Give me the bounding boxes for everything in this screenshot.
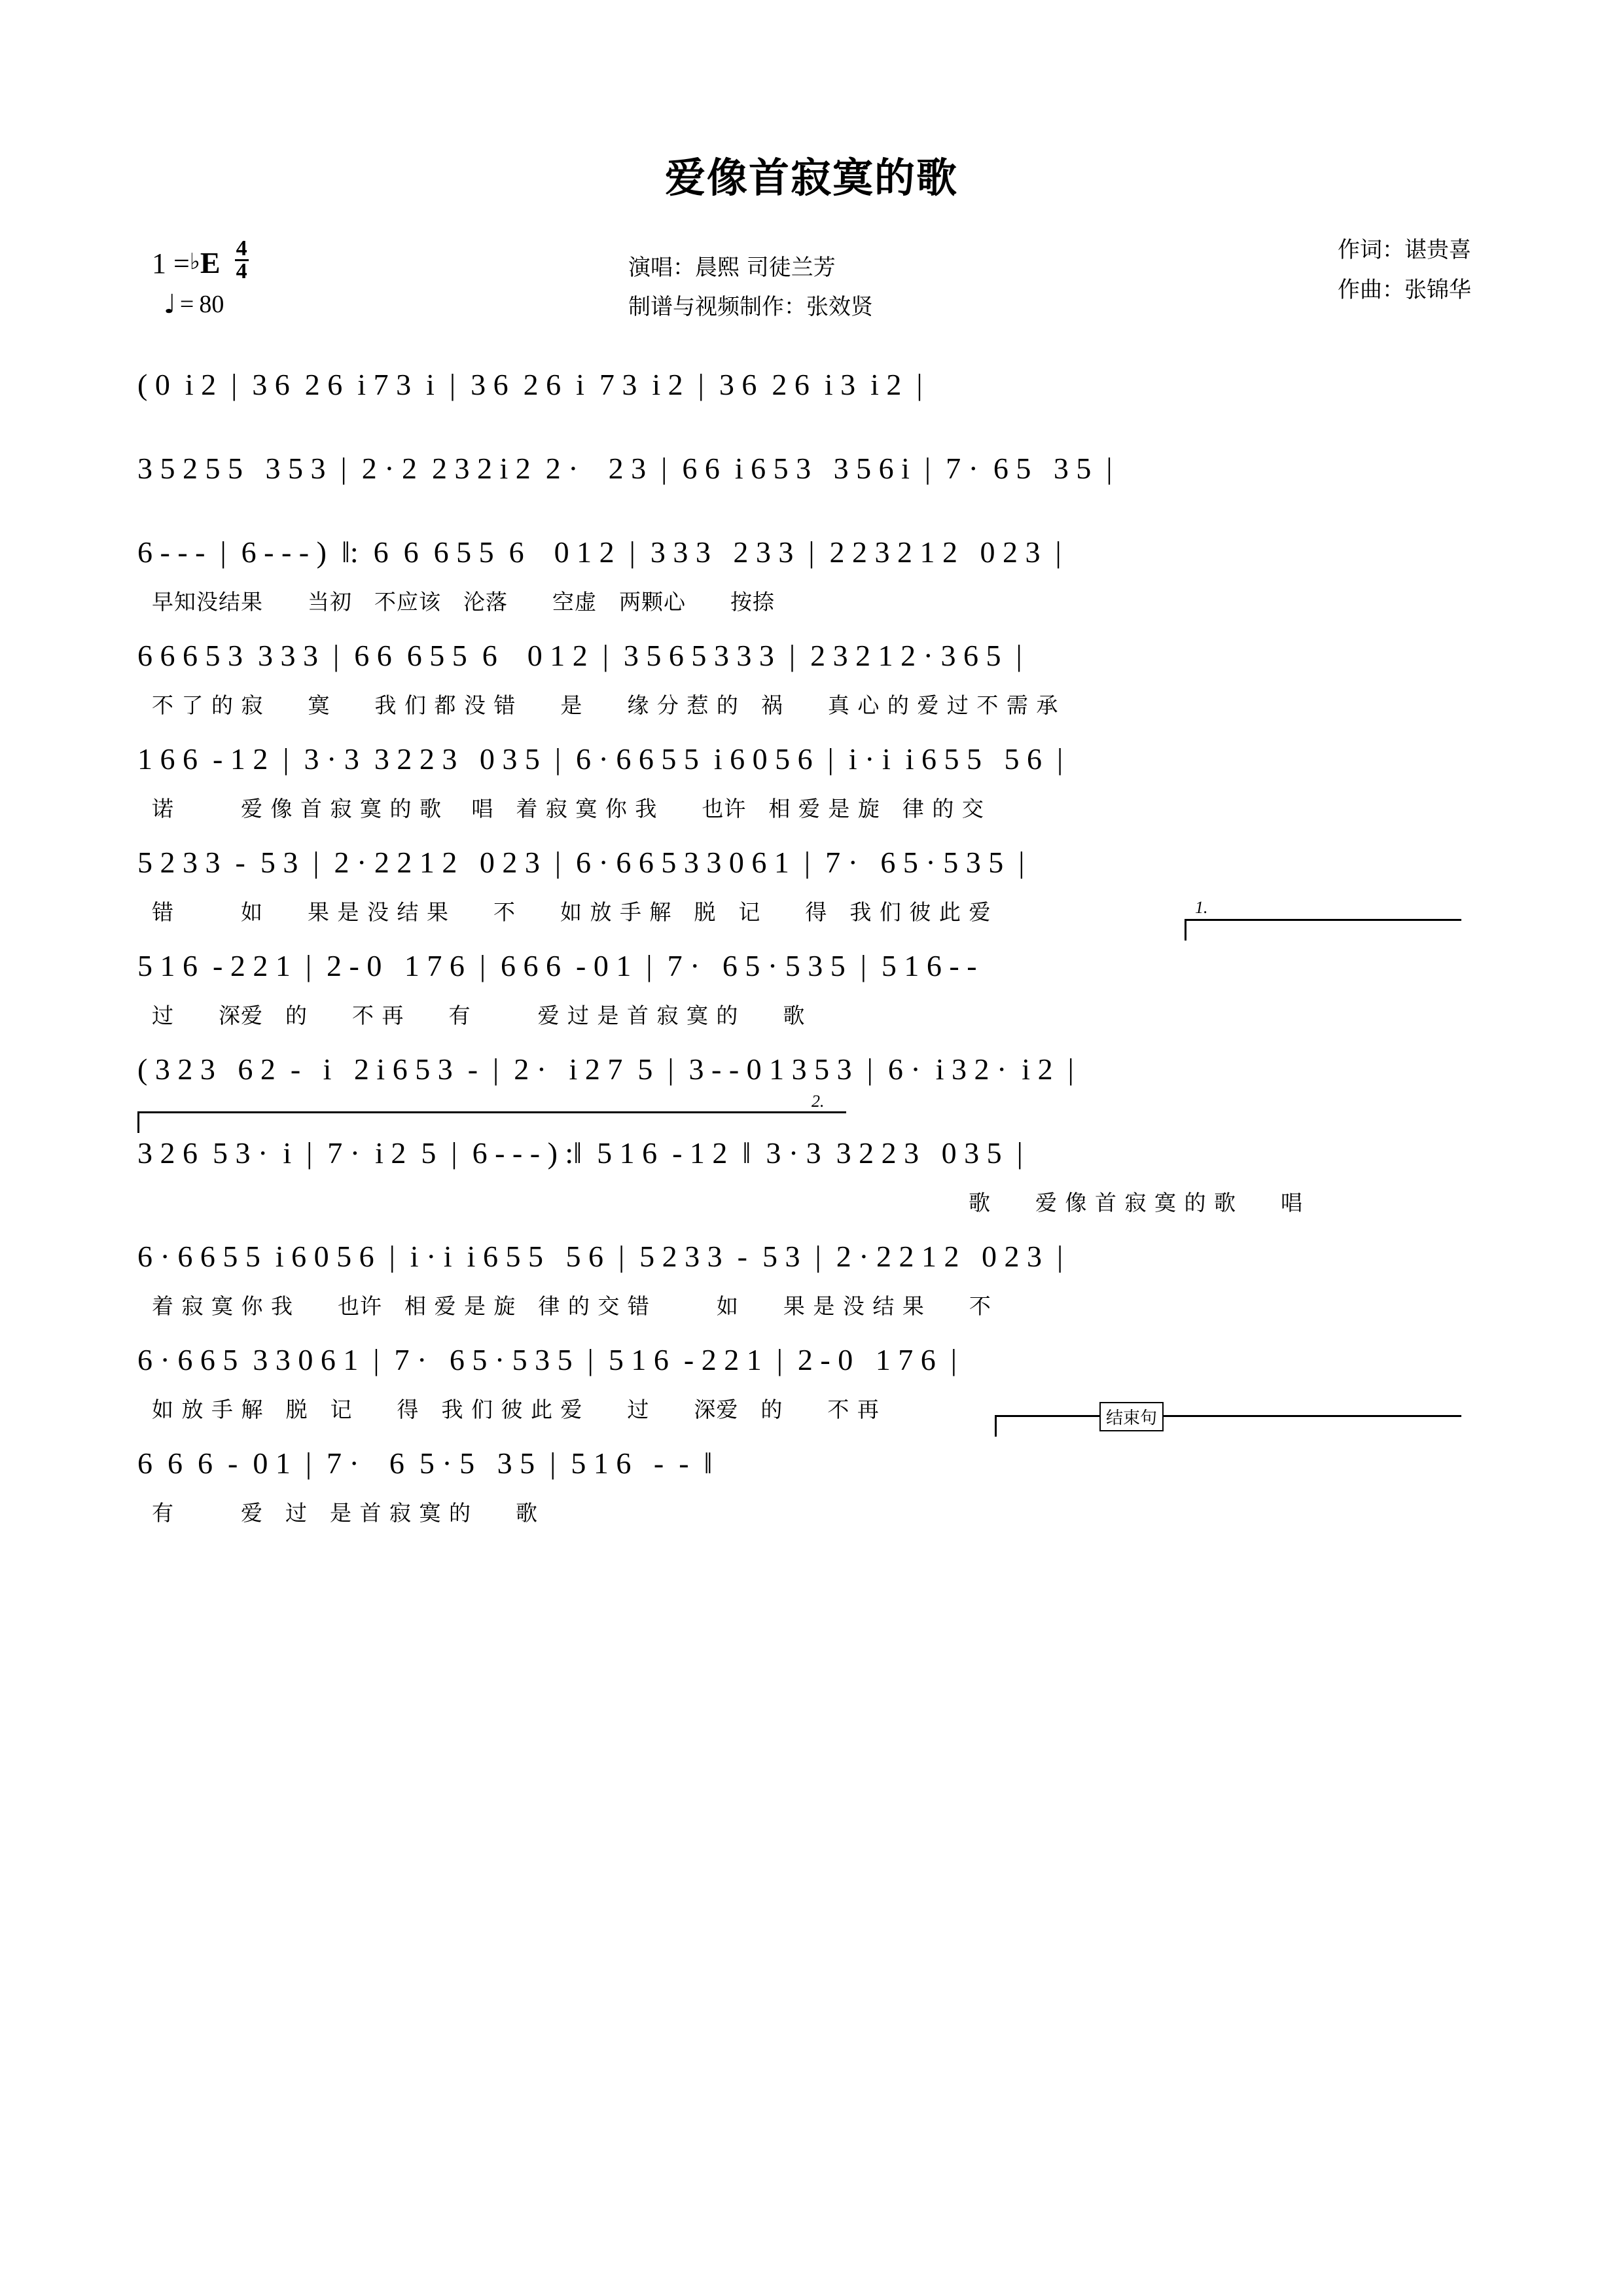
lyrics-spacer [137, 500, 1486, 517]
key-prefix: 1 = [152, 247, 190, 279]
score-system [137, 831, 1486, 931]
score-body [137, 353, 1486, 1535]
notation-line: 3 2 6 5 3 · i | 7 · i 2 5 | 6 - - - ) :‖ 5 1 6 - 1 2 ‖ 3 · 3 3 2 2 3 0 3 5 | [137, 1136, 1023, 1170]
notation-line: ( 0 i 2 | 3 6 2 6 i 7 3 i | 3 6 2 6 i 7 3 i 2 | 3 6 2 6 i 3 i 2 | [137, 368, 923, 401]
key-letter: E [200, 246, 221, 279]
notation-line: 6 6 6 5 3 3 3 3 | 6 6 6 5 5 6 0 1 2 | 3 5 6 5 3 3 3 | 2 3 2 1 2 · 3 6 5 | [137, 639, 1022, 672]
tempo-equals: = [179, 291, 194, 318]
key-signature [152, 236, 249, 283]
notation-line: ( 3 2 3 6 2 - i 2 i 6 5 3 - | 2 · i 2 7 5 | 3 - - 0 1 3 5 3 | 6 · i 3 2 · i 2 | [137, 1052, 1074, 1086]
notation-line: 1 6 6 - 1 2 | 3 · 3 3 2 2 3 0 3 5 | 6 · 6 6 5 5 i 6 0 5 6 | i · i i 6 5 5 5 6 | [137, 742, 1063, 776]
notation-line: 5 1 6 - 2 2 1 | 2 - 0 1 7 6 | 6 6 6 - 0 1 | 7 · 6 5 · 5 3 5 | 5 1 6 - - [137, 949, 977, 982]
notation-line: 6 6 6 - 0 1 | 7 · 6 5 · 5 3 5 | 5 1 6 - - ‖ [137, 1446, 713, 1480]
score-system [137, 1225, 1486, 1325]
notation-line: 3 5 2 5 5 3 5 3 | 2 · 2 2 3 2 i 2 2 · 2 3 | 6 6 i 6 5 3 3 5 6 i | 7 · 6 5 3 5 | [137, 452, 1113, 485]
lyrics-line: 着 寂 寞 你 我 也许 相 爱 是 旋 律 的 交 错 如 果 是 没 结 果 不 [152, 1293, 991, 1319]
score-system [137, 353, 1486, 433]
score-system [137, 624, 1486, 724]
score-system [137, 728, 1486, 827]
credit-producer: 制谱与视频制作：张效贤 [628, 293, 873, 320]
lyrics-spacer [137, 416, 1486, 433]
lyrics-line: 过 深爱 的 不 再 有 爱 过 是 首 寂 寞 的 歌 [152, 1003, 806, 1028]
credit-lyricist: 作词：谌贵喜 [1338, 237, 1471, 263]
first-ending-label: 1. [1195, 898, 1208, 917]
notation-line: 6 · 6 6 5 3 3 0 6 1 | 7 · 6 5 · 5 3 5 | 5 1 6 - 2 2 1 | 2 - 0 1 7 6 | [137, 1343, 957, 1376]
notation-line: 6 · 6 6 5 5 i 6 0 5 6 | i · i i 6 5 5 5 6 | 5 2 3 3 - 5 3 | 2 · 2 2 1 2 0 2 3 | [137, 1240, 1063, 1273]
tempo-marking [164, 289, 249, 319]
notation-line: 6 - - - | 6 - - - ) ‖: 6 6 6 5 5 6 0 1 2 | 3 3 3 2 3 3 | 2 2 3 2 1 2 0 2 3 | [137, 535, 1061, 569]
lyrics-line: 早知没结果 当初 不应该 沦落 空虚 两颗心 按捺 [152, 589, 775, 615]
lyrics-line: 有 爱 过 是 首 寂 寞 的 歌 [152, 1500, 538, 1526]
credit-singer: 演唱：晨熙 司徒兰芳 [628, 255, 836, 281]
lyrics-line: 诺 爱 像 首 寂 寞 的 歌 唱 着 寂 寞 你 我 也许 相 爱 是 旋 律 的 交 [152, 796, 984, 821]
second-ending-label: 2. [812, 1092, 825, 1111]
time-signature-bottom: 4 [236, 259, 247, 283]
score-system [137, 521, 1486, 620]
lyrics-line: 歌 爱 像 首 寂 寞 的 歌 唱 [969, 1190, 1303, 1215]
lyrics-line: 错 如 果 是 没 结 果 不 如 放 手 解 脱 记 得 我 们 彼 此 爱 [152, 899, 991, 925]
tempo-value: 80 [199, 291, 224, 318]
lyrics-line: 如 放 手 解 脱 记 得 我 们 彼 此 爱 过 深爱 的 不 再 [152, 1397, 880, 1422]
flat-icon: ♭ [189, 250, 200, 274]
performer-credits [628, 249, 873, 327]
time-signature [235, 238, 249, 281]
key-and-tempo-block [152, 236, 249, 319]
page-title: 爱像首寂寞的歌 [664, 154, 958, 202]
score-system [137, 1329, 1486, 1428]
credit-composer: 作曲：张锦华 [1338, 277, 1471, 304]
time-signature-top: 4 [236, 236, 247, 261]
score-system [137, 437, 1486, 517]
quarter-note-icon: ♩ [164, 289, 176, 319]
lyrics-line: 不 了 的 寂 寞 我 们 都 没 错 是 缘 分 惹 的 祸 真 心 的 爱 过 不 需 承 [152, 692, 1059, 718]
notation-line: 5 2 3 3 - 5 3 | 2 · 2 2 1 2 0 2 3 | 6 · 6 6 5 3 3 0 6 1 | 7 · 6 5 · 5 3 5 | [137, 846, 1025, 879]
author-credits [1338, 230, 1471, 310]
coda-label: 结束句 [1099, 1402, 1164, 1431]
score-system [137, 1092, 1486, 1221]
